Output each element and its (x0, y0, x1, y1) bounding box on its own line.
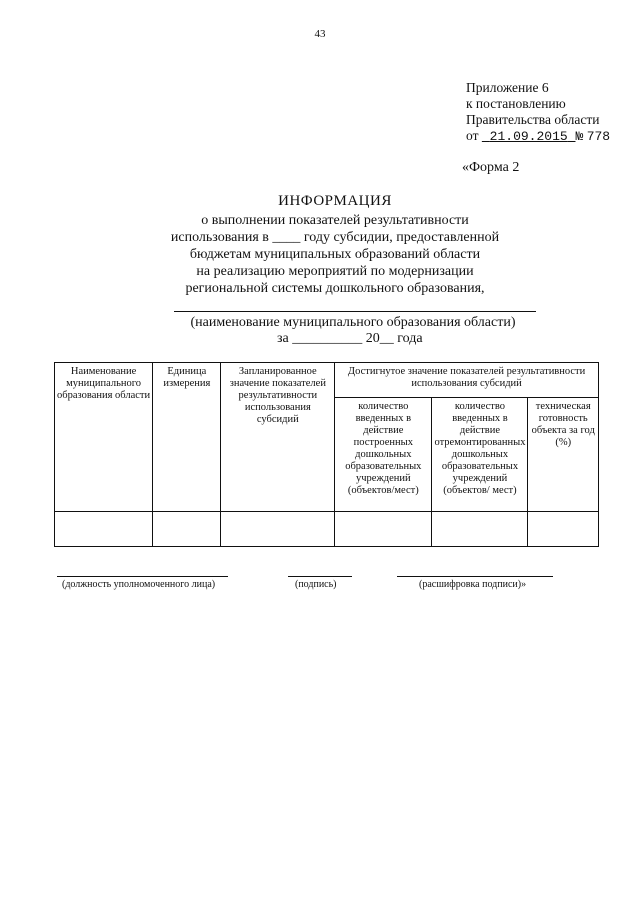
table-cell[interactable] (153, 512, 221, 547)
table-row (55, 512, 599, 547)
header-renovated: количество введенных в действие отремонтированных дошкольных образовательных учреждений (объектов/ мест) (432, 398, 528, 512)
header-unit: Единица измерения (153, 363, 221, 512)
period-line: за __________ 20__ года (277, 331, 423, 346)
decoding-signature-line (397, 576, 553, 577)
table-cell[interactable] (55, 512, 153, 547)
subtitle-line-2: использования в ____ году субсидии, предоставленной (170, 230, 500, 245)
subtitle-line-4: на реализацию мероприятий по модернизации (196, 264, 474, 279)
table-cell[interactable] (221, 512, 335, 547)
appendix-number-sign: № (575, 129, 584, 144)
decoding-caption: (расшифровка подписи)» (419, 579, 527, 590)
document-title: ИНФОРМАЦИЯ (278, 193, 392, 209)
header-readiness: техническая готовность объекта за год (%) (528, 398, 599, 512)
appendix-from-label: от (466, 128, 479, 143)
appendix-number: 778 (586, 129, 611, 144)
subtitle-line-5: региональной системы дошкольного образования, (185, 281, 485, 296)
header-municipality: Наименование муниципального образования области (55, 363, 153, 512)
appendix-line-3: Правительства области (466, 112, 600, 127)
municipality-blank-line (174, 311, 536, 312)
municipality-caption: (наименование муниципального образования области) (190, 315, 516, 330)
table-cell[interactable] (528, 512, 599, 547)
position-signature-line (57, 576, 228, 577)
table-cell[interactable] (432, 512, 528, 547)
header-built: количество введенных в действие построенных дошкольных образовательных учреждений (объектов/мест) (335, 398, 432, 512)
form-label: «Форма 2 (462, 160, 520, 175)
appendix-date-line (466, 128, 610, 145)
appendix-line-1: Приложение 6 (466, 80, 549, 95)
header-planned: Запланированное значение показателей результативности использования субсидий (221, 363, 335, 512)
appendix-date: 21.09.2015 (489, 129, 568, 144)
table-cell[interactable] (335, 512, 432, 547)
page-number: 43 (314, 28, 326, 40)
appendix-line-2: к постановлению (466, 96, 566, 111)
signature-line (288, 576, 352, 577)
subtitle-line-1: о выполнении показателей результативности (201, 213, 469, 228)
signature-caption: (подпись) (295, 579, 337, 590)
position-caption: (должность уполномоченного лица) (62, 579, 216, 590)
header-achieved: Достигнутое значение показателей результативности использования субсидий (335, 363, 599, 398)
subtitle-line-3: бюджетам муниципальных образований области (189, 247, 481, 262)
results-table (54, 362, 599, 547)
